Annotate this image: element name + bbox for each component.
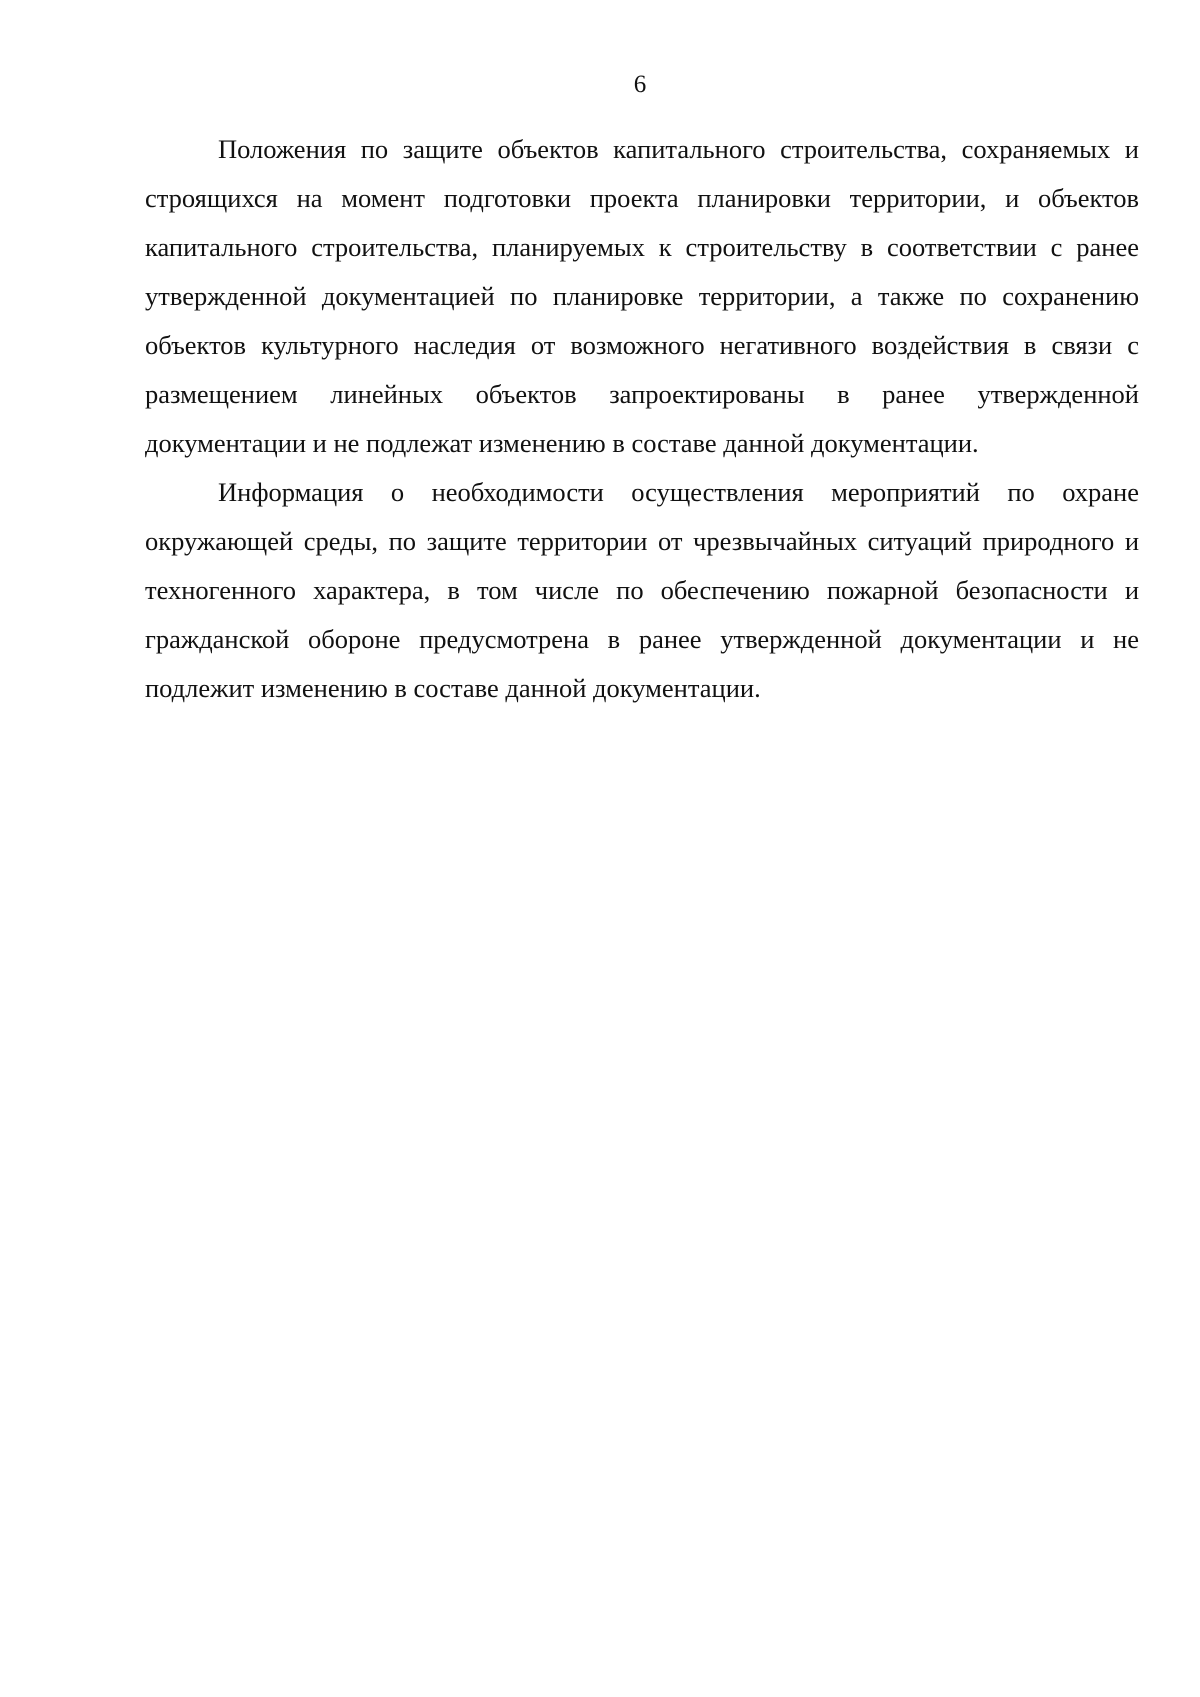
page-number: 6 [633, 71, 647, 98]
document-body [145, 125, 1139, 713]
paragraph-environmental-measures: Информация о необходимости осуществления мероприятий по охране окружающей среды, по защите территории от чрезвычайных ситуаций природного и техногенного характера, в том числе по обеспечению пожарной безопасности и гражданской обороне предусмотрена в ранее утвержденной документации и не подлежит изменению в составе данной документации. [145, 477, 1139, 703]
paragraph-protection-of-objects: Положения по защите объектов капитального строительства, сохраняемых и строящихся на момент подготовки проекта планировки территории, и объектов капитального строительства, планируемых к строительству в соответствии с ранее утвержденной документацией по планировке территории, а также по сохранению объектов культурного наследия от возможного негативного воздействия в связи с размещением линейных объектов запроектированы в ранее утвержденной документации и не подлежат изменению в составе данной документации. [145, 134, 1139, 458]
